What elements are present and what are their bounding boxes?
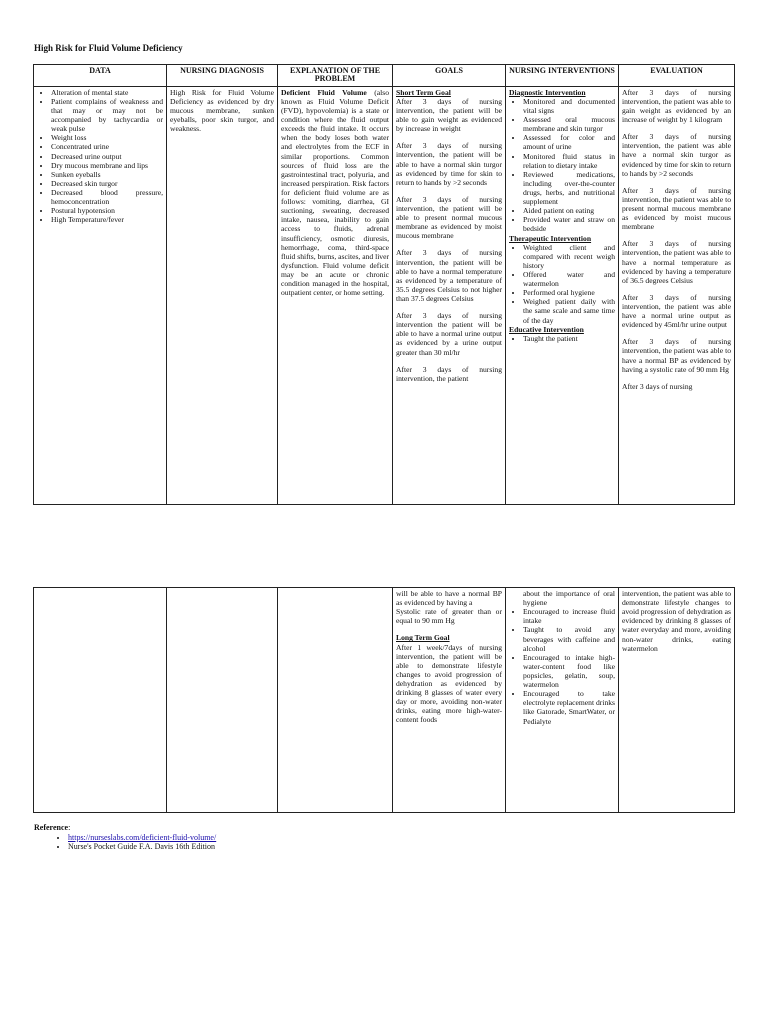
evaluation-cell-continued — [619, 588, 735, 813]
goal-item: Systolic rate of greater than or equal to 90 mm Hg — [396, 607, 502, 626]
data-item: • Sunken eyeballs — [51, 170, 163, 179]
intervention-item: • Weighed patient daily with the same scale and same time of the day — [523, 297, 615, 324]
data-item: • Decreased skin turgor — [51, 179, 163, 188]
diagnostic-intervention-heading: Diagnostic Intervention — [509, 87, 586, 97]
reference-label: Reference — [34, 823, 69, 832]
care-plan-table — [33, 64, 735, 505]
data-item: • Patient complains of weakness and that may or may not be accompanied by tachycardia or weak pulse — [51, 97, 163, 133]
data-item: • Dry mucous membrane and lips — [51, 161, 163, 170]
intervention-item: • Aided patient on eating — [523, 206, 615, 215]
data-item: • Alteration of mental state — [51, 88, 163, 97]
interventions-cell-continued — [506, 588, 619, 813]
intervention-item: • Encouraged to increase fluid intake — [523, 607, 615, 625]
care-plan-table-continued — [33, 587, 735, 813]
goal-item: After 3 days of nursing intervention the patient will be able to have a normal urine output as evidenced by a urine output greater than 30 ml/hr — [396, 311, 502, 357]
header-nursing-diagnosis: NURSING DIAGNOSIS — [167, 65, 278, 87]
diagnosis-cell: High Risk for Fluid Volume Deficiency as evidenced by dry mucous membrane, sunken eyeballs, poor skin turgor, and weakness. — [167, 86, 278, 504]
goal-item: After 3 days of nursing intervention, the patient — [396, 364, 502, 383]
short-term-goal-heading: Short Term Goal — [396, 87, 451, 97]
intervention-item: • Taught to avoid any beverages with caffeine and alcohol — [523, 625, 615, 652]
care-plan-row — [34, 86, 735, 504]
goals-cell-continued — [393, 588, 506, 813]
data-item: • Weight loss — [51, 133, 163, 142]
header-explanation: EXPLANATION OF THE PROBLEM — [278, 65, 393, 87]
header-row — [34, 65, 735, 87]
evaluation-cell — [619, 86, 735, 504]
explanation-body: (also known as Fluid Volume Deficit (FVD), hypovolemia) is a state or condition where the fluid output exceeds the fluid intake. It occurs when the body loses both water and electrolytes from the ECF in similar proportions. Common sources of fluid loss are the gastrointestinal tract, polyuria, and increased perspiration. Risk factors for deficient fluid volume are as follows: vomiting, diarrhea, GI suctioning, sweating, decreased intake, nausea, inability to gain access to fluids, adrenal insufficiency, osmotic diuresis, hemorrhage, coma, third-space fluid shifts, burns, ascites, and liver dysfunction. Fluid volume deficit may be an acute or chronic condition managed in the hospital, outpatient center, or home setting. — [281, 87, 389, 298]
data-cell — [34, 86, 167, 504]
long-term-goal-heading: Long Term Goal — [396, 633, 450, 643]
goal-item: After 3 days of nursing intervention, the patient will be able to gain weight as evidenced by increase in weight — [396, 96, 502, 134]
educative-intervention-list — [509, 334, 615, 343]
document-title: High Risk for Fluid Volume Deficiency — [34, 43, 183, 53]
header-evaluation: EVALUATION — [619, 65, 735, 87]
evaluation-item: After 3 days of nursing intervention, the patient was able have a normal urine output as evidenced by 45ml/hr urine output — [622, 292, 731, 330]
care-plan-row-continued — [34, 588, 735, 813]
data-item: • Decreased urine output — [51, 152, 163, 161]
educative-intervention-list — [509, 607, 615, 725]
goal-item: After 3 days of nursing intervention, the patient will be able to have a normal temperature as evidenced by a temperature of 35.5 degrees Celsius to not higher than 37.5 degrees Celsius — [396, 248, 502, 303]
evaluation-item: After 3 days of nursing intervention, the patient was able to gain weight as evidenced by an increase of weight by 1 kilogram — [622, 87, 731, 125]
data-item: • Postural hypotension — [51, 206, 163, 215]
data-cell-continued — [34, 588, 167, 813]
evaluation-item: After 3 days of nursing — [622, 381, 693, 391]
reference-link[interactable]: https://nurseslabs.com/deficient-fluid-volume/ — [68, 833, 217, 842]
explanation-cell-continued — [278, 588, 393, 813]
therapeutic-intervention-heading: Therapeutic Intervention — [509, 233, 592, 243]
reference-list — [34, 833, 216, 851]
educative-intervention-heading: Educative Intervention — [509, 324, 584, 334]
interventions-cell — [506, 86, 619, 504]
goal-item: After 1 week/7days of nursing intervention, the patient will be able to demonstrate lifestyle changes to avoid progression of dehydration as evidenced by drinking 8 glasses of water every day or more, avoiding non-water drinks, eating more high-water-content foods — [396, 642, 502, 725]
diagnosis-cell-continued — [167, 588, 278, 813]
data-item: • High Temperature/fever — [51, 215, 163, 224]
data-item: • Concentrated urine — [51, 142, 163, 151]
intervention-item: • Assessed for color and amount of urine — [523, 133, 615, 151]
intervention-item: • Encouraged to intake high-water-content food like popsicles, gelatin, soup, watermelon — [523, 653, 615, 689]
diagnostic-intervention-list — [509, 97, 615, 234]
intervention-item: • Provided water and straw on bedside — [523, 215, 615, 233]
goal-item: will be able to have a normal BP as evidenced by having a — [396, 589, 502, 608]
intervention-item: • Offered water and watermelon — [523, 270, 615, 288]
therapeutic-intervention-list — [509, 243, 615, 325]
explanation-cell — [278, 86, 393, 504]
intervention-item: about the importance of oral hygiene — [523, 589, 615, 608]
data-item: • Decreased blood pressure, hemoconcentration — [51, 188, 163, 206]
evaluation-item: After 3 days of nursing intervention, the patient was able to present normal mucous membrane as evidenced by moist mucous membrane — [622, 185, 731, 232]
reference-item — [68, 833, 216, 842]
explanation-term: Deficient Fluid Volume — [281, 87, 367, 97]
intervention-item: • Assessed oral mucous membrane and skin turgor — [523, 115, 615, 133]
evaluation-item: intervention, the patient was able to demonstrate lifestyle changes to avoid progression of dehydration as evidenced by drinking 8 glasses of water everyday and more, avoiding non-water drinks, eating watermelon — [622, 589, 731, 653]
intervention-item: • Monitored and documented vital signs — [523, 97, 615, 115]
data-list — [37, 88, 163, 225]
goal-item: After 3 days of nursing intervention, the patient will be able to present normal mucous membrane as evidenced by moist mucous membrane — [396, 194, 502, 241]
intervention-item: • Taught the patient — [523, 334, 615, 343]
intervention-item: • Weighted client and compared with recent weigh history — [523, 243, 615, 270]
reference-section: Reference: • https://nurseslabs.com/deficient-fluid-volume/ • Nurse's Pocket Guide F.A. Davis 16th Edition — [34, 823, 216, 851]
evaluation-item: After 3 days of nursing intervention, the patient was able to have a normal temperature as evidenced by having a temperature of 36.5 degrees Celsius — [622, 239, 731, 285]
evaluation-item: After 3 days of nursing intervention, the patient was able have a normal skin turgor as evidenced by time for skin to return to hands by >2 seconds — [622, 132, 731, 178]
goal-item: After 3 days of nursing intervention, the patient will be able to have a normal skin turgor as evidenced by time for skin to return to hands by >2 seconds — [396, 141, 502, 187]
intervention-item: • Performed oral hygiene — [523, 288, 615, 297]
intervention-item: • Monitored fluid status in relation to dietary intake — [523, 152, 615, 170]
header-interventions: NURSING INTERVENTIONS — [506, 65, 619, 87]
header-data: DATA — [34, 65, 167, 87]
reference-item: • Nurse's Pocket Guide F.A. Davis 16th Edition — [68, 842, 216, 851]
header-goals: GOALS — [393, 65, 506, 87]
evaluation-item: After 3 days of nursing intervention, the patient was able to have a normal BP as evidenced by having a systolic rate of 90 mm Hg — [622, 337, 731, 374]
intervention-item: • Encouraged to take electrolyte replacement drinks like Gatorade, SmartWater, or Pedialyte — [523, 689, 615, 725]
intervention-item: • Reviewed medications, including over-the-counter drugs, herbs, and nutritional supplement — [523, 170, 615, 206]
goals-cell — [393, 86, 506, 504]
